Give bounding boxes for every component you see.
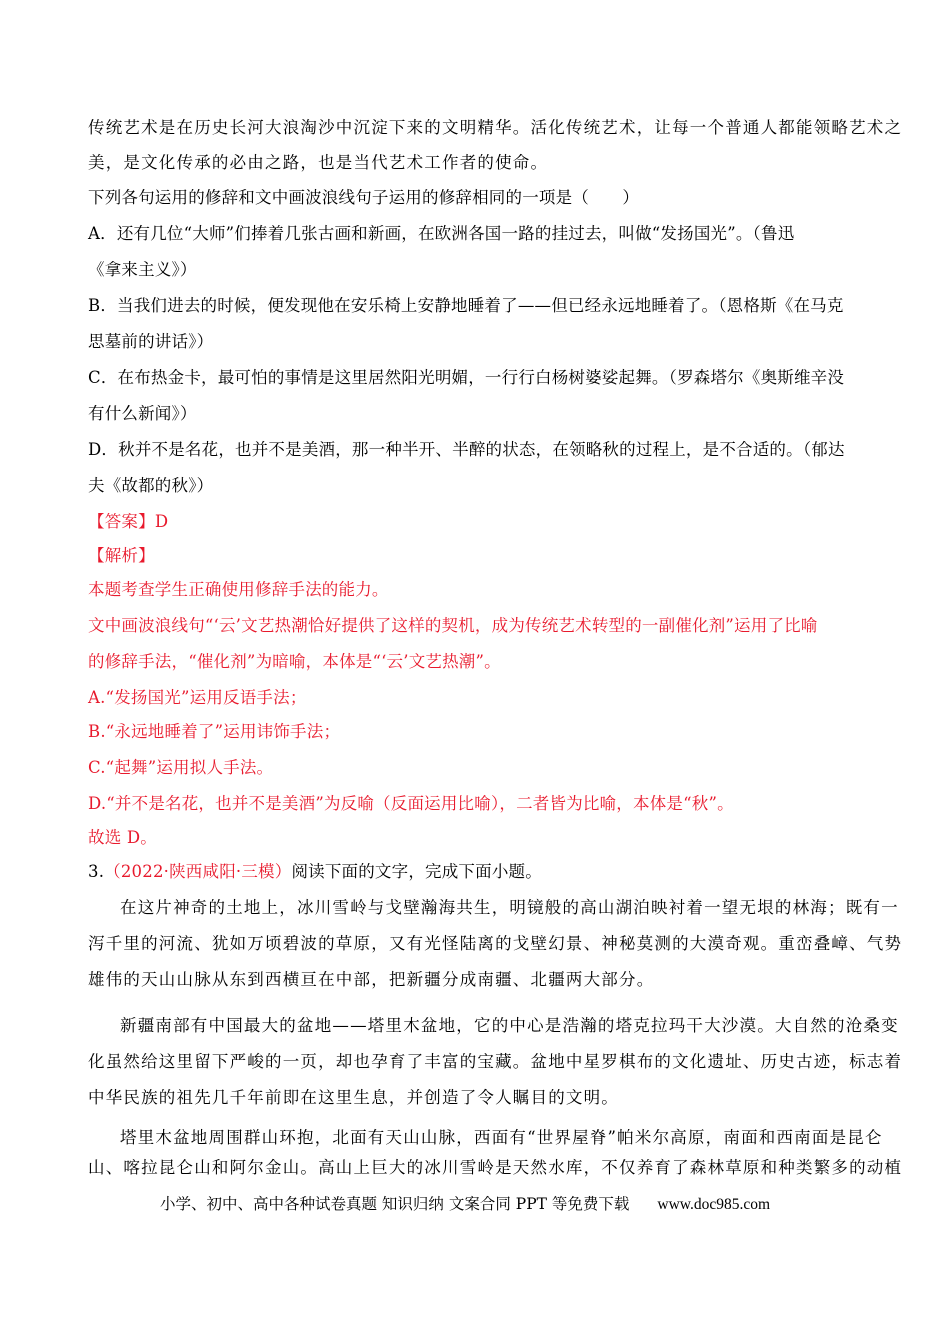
reading-p3-line-1: 塔里木盆地周围群山环抱，北面有天山山脉，西面有“世界屋脊”帕米尔高原，南面和西南面是昆仑 xyxy=(120,1128,883,1147)
page-footer xyxy=(160,1192,770,1214)
option-d-line-2: 夫《故都的秋》） xyxy=(88,476,214,495)
analysis-line-7: D.“并不是名花，也并不是美酒”为反喻（反面运用比喻），二者皆为比喻，本体是“秋”。 xyxy=(88,794,734,813)
question-3-header xyxy=(88,862,542,882)
passage-intro-line-1: 传统艺术是在历史长河大浪淘沙中沉淀下来的文明精华。活化传统艺术，让每一个普通人都能领略艺术之 xyxy=(88,118,903,137)
analysis-line-5: B.“永远地睡着了”运用讳饰手法； xyxy=(88,722,341,741)
analysis-label: 【解析】 xyxy=(88,546,155,565)
analysis-line-2: 文中画波浪线句“‘云’文艺热潮恰好提供了这样的契机，成为传统艺术转型的一副催化剂”运用了比喻 xyxy=(88,616,818,635)
reading-p1-line-1: 在这片神奇的土地上，冰川雪岭与戈壁瀚海共生，明镜般的高山湖泊映衬着一望无垠的林海；既有一 xyxy=(120,898,899,917)
answer-label: 【答案】 xyxy=(88,512,155,531)
option-a-line-2: 《拿来主义》） xyxy=(88,260,197,279)
option-c-line-2: 有什么新闻》） xyxy=(88,404,197,423)
reading-p1-line-2: 泻千里的河流、犹如万顷碧波的草原，又有光怪陆离的戈壁幻景、神秘莫测的大漠奇观。重峦叠嶂、气势 xyxy=(88,934,903,953)
answer-value: D xyxy=(154,512,169,531)
question-3-source: （2022·陕西咸阳·三模） xyxy=(104,862,292,881)
option-b-line-2: 思墓前的讲话》） xyxy=(88,332,214,351)
footer-url[interactable]: www.doc985.com xyxy=(657,1196,771,1213)
option-d-line-1: D．秋并不是名花，也并不是美酒，那一种半开、半醉的状态，在领略秋的过程上，是不合适的。（郁达 xyxy=(88,440,845,459)
analysis-line-6: C.“起舞”运用拟人手法。 xyxy=(88,758,274,777)
reading-p2-line-2: 化虽然给这里留下严峻的一页，却也孕育了丰富的宝藏。盆地中星罗棋布的文化遗址、历史古迹，标志着 xyxy=(88,1052,903,1071)
analysis-line-3: 的修辞手法，“催化剂”为暗喻，本体是“‘云’文艺热潮”。 xyxy=(88,652,501,671)
reading-p1-line-3: 雄伟的天山山脉从东到西横亘在中部，把新疆分成南疆、北疆两大部分。 xyxy=(88,970,655,989)
analysis-line-4: A.“发扬国光”运用反语手法； xyxy=(88,688,307,707)
footer-text: 小学、初中、高中各种试卷真题 知识归纳 文案合同 PPT 等免费下载 xyxy=(160,1195,630,1213)
question-3-number: 3. xyxy=(88,862,105,881)
option-b-line-1: B．当我们进去的时候，便发现他在安乐椅上安静地睡着了——但已经永远地睡着了。（恩格斯《在马克 xyxy=(88,296,844,315)
reading-p3-line-2: 山、喀拉昆仑山和阿尔金山。高山上巨大的冰川雪岭是天然水库，不仅养育了森林草原和种类繁多的动植 xyxy=(88,1158,903,1177)
analysis-line-8: 故选 D。 xyxy=(88,828,157,847)
reading-p2-line-3: 中华民族的祖先几千年前即在这里生息，并创造了令人瞩目的文明。 xyxy=(88,1088,619,1107)
analysis-line-1: 本题考查学生正确使用修辞手法的能力。 xyxy=(88,580,389,599)
option-c-line-1: C．在布热金卡，最可怕的事情是这里居然阳光明媚，一行行白杨树婆娑起舞。（罗森塔尔《奥斯维辛没 xyxy=(88,368,845,387)
option-a-line-1: A．还有几位“大师”们捧着几张古画和新画，在欧洲各国一路的挂过去，叫做“发扬国光”。（鲁迅 xyxy=(88,224,795,243)
question-3-prompt: 阅读下面的文字，完成下面小题。 xyxy=(291,862,542,881)
answer xyxy=(88,512,168,532)
passage-intro-line-2: 美，是文化传承的必由之路，也是当代艺术工作者的使命。 xyxy=(88,153,549,172)
reading-p2-line-1: 新疆南部有中国最大的盆地——塔里木盆地，它的中心是浩瀚的塔克拉玛干大沙漠。大自然的沧桑变 xyxy=(120,1016,899,1035)
question-stem: 下列各句运用的修辞和文中画波浪线句子运用的修辞相同的一项是（ ） xyxy=(88,188,640,207)
